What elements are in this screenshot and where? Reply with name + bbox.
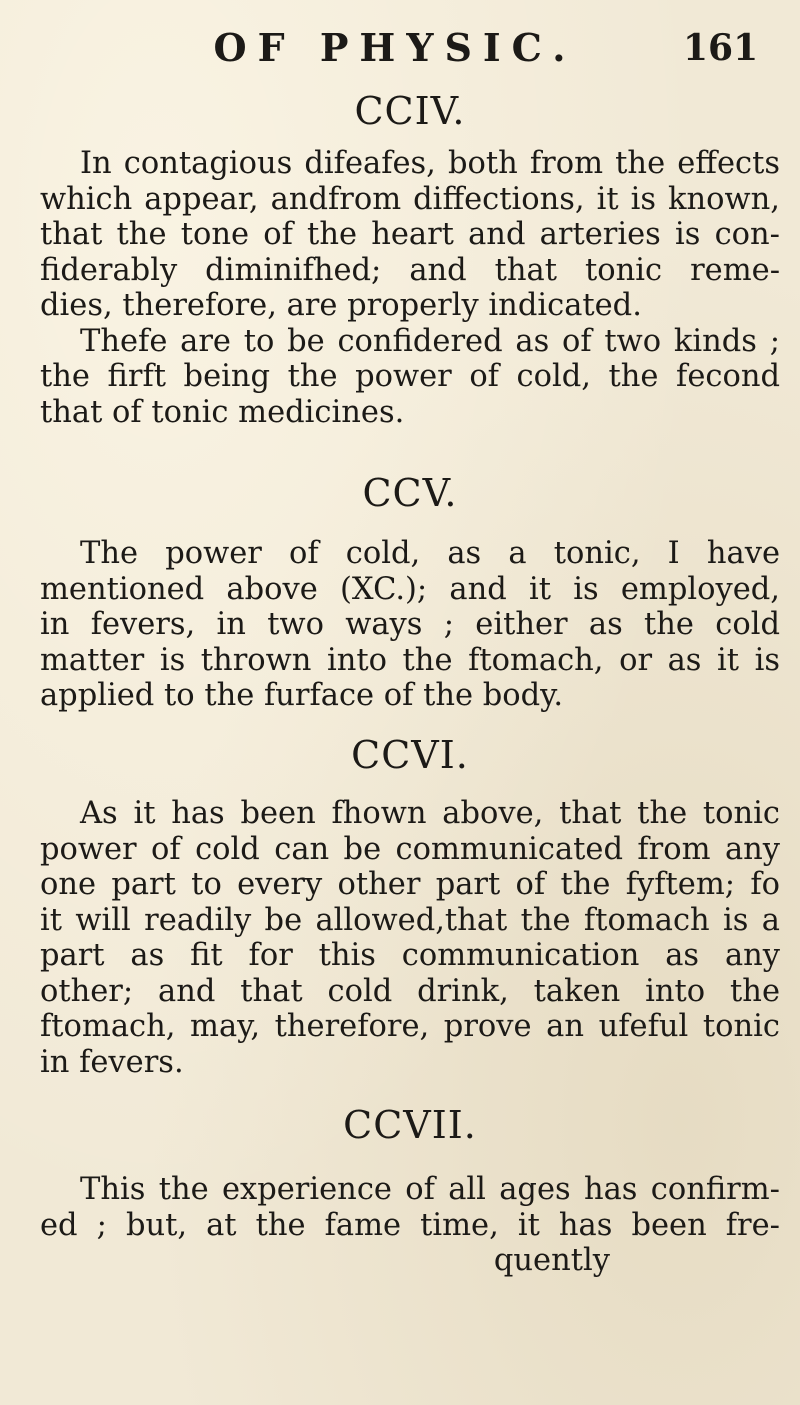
- section-heading: CCV.: [362, 471, 458, 515]
- paragraph-line: mentioned above (XC.); and it is employed,: [40, 571, 780, 607]
- section-cciv: [40, 86, 780, 430]
- section-heading: CCVI.: [351, 733, 469, 777]
- paragraph-line: part as fit for this communication as any: [40, 938, 780, 973]
- section-heading: CCVII.: [343, 1103, 477, 1147]
- paragraph-line: Thefe are to be confidered as of two kinds ;: [80, 323, 780, 359]
- paragraph-line: one part to every other part of the fyftem; fo: [40, 867, 780, 902]
- paragraph-line: ftomach, may, therefore, prove an ufeful tonic: [40, 1009, 780, 1044]
- paragraph-line: This the experience of all ages has confirm-: [80, 1172, 780, 1207]
- paragraph-line: that the tone of the heart and arteries is con-: [40, 217, 780, 252]
- paragraph-line: applied to the furface of the body.: [40, 678, 564, 713]
- running-title: OF PHYSIC.: [213, 25, 577, 70]
- paragraph-line: ed ; but, at the fame time, it has been fre-: [40, 1207, 780, 1243]
- paragraph-line: In contagious difeafes, both from the effects: [80, 146, 780, 181]
- running-head: [0, 18, 800, 78]
- paragraph-line: it will readily be allowed,that the ftomach is a: [40, 902, 780, 938]
- paragraph-line: power of cold can be communicated from any: [40, 831, 780, 867]
- catchword: quently: [493, 1243, 610, 1278]
- paragraph-line: The power of cold, as a tonic, I have: [80, 536, 780, 571]
- paragraph-line: which appear, andfrom diffections, it is known,: [40, 181, 780, 217]
- paragraph-line: other; and that cold drink, taken into the: [40, 973, 780, 1009]
- section-ccv: [40, 468, 780, 714]
- section-heading: CCIV.: [354, 89, 466, 133]
- paragraph-line: the firft being the power of cold, the fecond: [40, 359, 780, 394]
- section-ccvii: [40, 1100, 780, 1279]
- section-ccvi: [40, 730, 780, 1080]
- paragraph-line: in fevers.: [40, 1044, 184, 1080]
- page-number: 161: [683, 27, 759, 69]
- paragraph-line: in fevers, in two ways ; either as the cold: [40, 607, 780, 642]
- paragraph-line: that of tonic medicines.: [40, 394, 405, 430]
- paragraph-line: As it has been fhown above, that the tonic: [80, 796, 780, 831]
- paragraph-line: matter is thrown into the ftomach, or as it is: [40, 642, 780, 678]
- paragraph-line: dies, therefore, are properly indicated.: [40, 288, 642, 323]
- paragraph-line: fiderably diminifhed; and that tonic reme-: [40, 252, 780, 288]
